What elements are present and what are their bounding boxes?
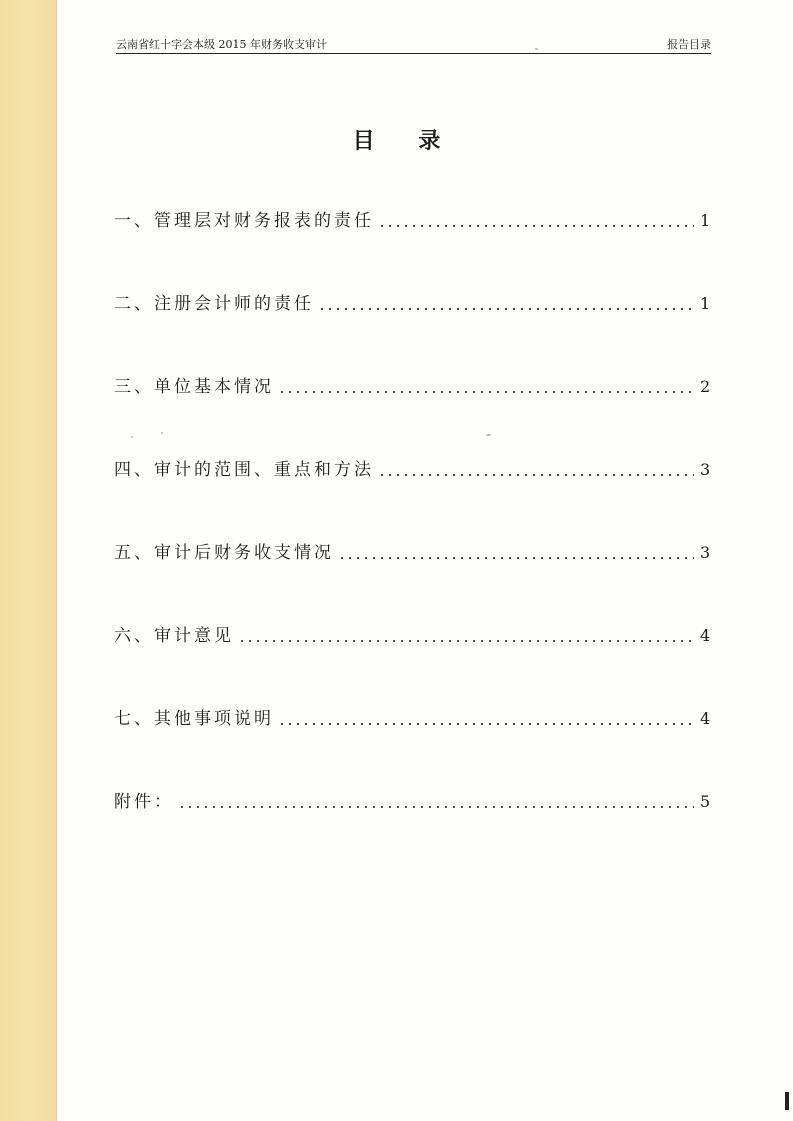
toc-entry-label: 附件： xyxy=(114,792,174,812)
toc-entry-page: 2 xyxy=(700,377,711,396)
toc-entry-page: 1 xyxy=(700,294,711,313)
header-report-title: 云南省红十字会本级 2015 年财务收支审计 xyxy=(116,38,327,51)
toc-entry[interactable] xyxy=(114,455,710,485)
toc-entry-label: 五、审计后财务收支情况 xyxy=(114,543,334,563)
toc-leader-dots xyxy=(178,803,694,811)
page-title: 目 录 xyxy=(352,128,459,154)
toc-entry[interactable] xyxy=(114,787,710,817)
page-header xyxy=(116,36,711,54)
toc-entry[interactable] xyxy=(114,621,710,651)
toc-entry-page: 4 xyxy=(700,626,711,645)
toc-entry[interactable] xyxy=(114,289,710,319)
binding-strip xyxy=(0,0,56,1121)
toc-entry-page: 3 xyxy=(700,543,711,562)
toc-entry-page: 5 xyxy=(700,792,711,811)
scan-edge-mark xyxy=(785,1092,789,1110)
scan-speck xyxy=(131,436,133,438)
scan-speck xyxy=(486,434,491,436)
toc-leader-dots xyxy=(278,720,694,728)
toc-entry-label: 七、其他事项说明 xyxy=(114,709,274,729)
toc-entry[interactable] xyxy=(114,206,710,236)
toc-leader-dots xyxy=(378,222,694,230)
header-section-name: 报告目录 xyxy=(667,38,711,51)
toc-entry-label: 一、管理层对财务报表的责任 xyxy=(114,211,374,231)
toc-leader-dots xyxy=(378,471,694,479)
toc-entry[interactable] xyxy=(114,372,710,402)
toc-entry-page: 1 xyxy=(700,211,711,230)
toc-leader-dots xyxy=(338,554,694,562)
toc-leader-dots xyxy=(238,637,694,645)
toc-entry-page: 4 xyxy=(700,709,711,728)
toc-entry[interactable] xyxy=(114,538,710,568)
toc-entry-page: 3 xyxy=(700,460,711,479)
scan-speck xyxy=(161,432,163,434)
toc-leader-dots xyxy=(318,305,694,313)
scan-speck xyxy=(535,48,538,50)
toc-leader-dots xyxy=(278,388,694,396)
toc-entry-label: 六、审计意见 xyxy=(114,626,234,646)
toc-entry-label: 四、审计的范围、重点和方法 xyxy=(114,460,374,480)
toc-entry-label: 三、单位基本情况 xyxy=(114,377,274,397)
toc-entry[interactable] xyxy=(114,704,710,734)
toc-entry-label: 二、注册会计师的责任 xyxy=(114,294,314,314)
